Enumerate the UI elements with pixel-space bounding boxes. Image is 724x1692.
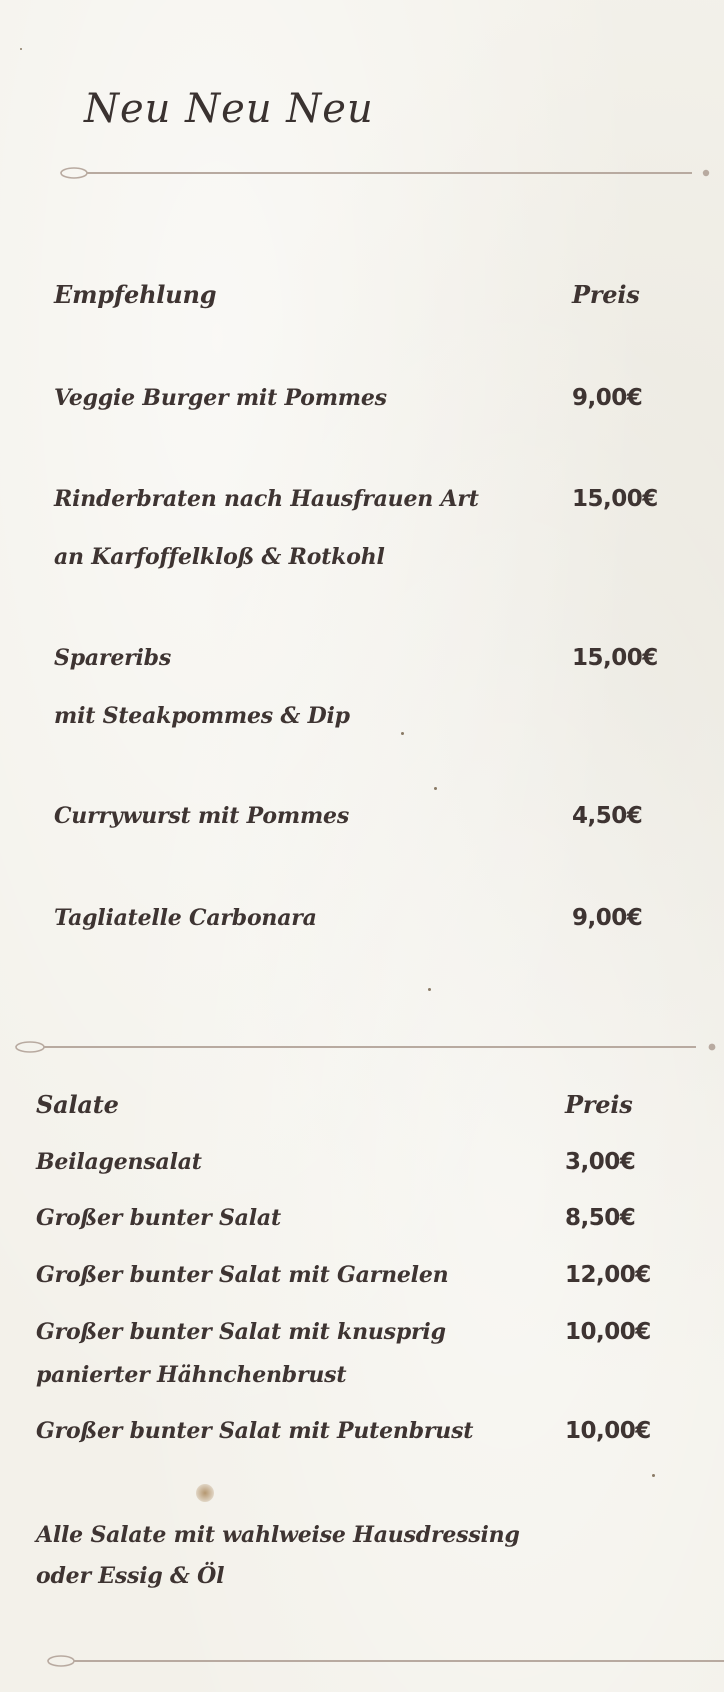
menu-item-name: Rinderbraten nach Hausfrauen Art (54, 486, 479, 512)
menu-item-name: Tagliatelle Carbonara (54, 905, 317, 931)
menu-item-price: 9,00€ (572, 905, 643, 931)
salad-item-name: Großer bunter Salat mit Putenbrust (36, 1418, 474, 1444)
divider-top (58, 166, 724, 180)
salad-item-name: Großer bunter Salat mit knusprig (36, 1319, 446, 1345)
menu-item-description: an Karfoffelkloß & Rotkohl (54, 544, 385, 570)
menu-item-price: 15,00€ (572, 645, 658, 671)
menu-title: Neu Neu Neu (84, 86, 374, 132)
salad-item-description: panierter Hähnchenbrust (36, 1362, 347, 1388)
menu-item-price: 15,00€ (572, 486, 658, 512)
dressing-note-line2: oder Essig & Öl (36, 1563, 225, 1589)
divider-middle (12, 1040, 724, 1054)
salad-item-name: Großer bunter Salat (36, 1205, 281, 1231)
salate-header: Salate (36, 1090, 119, 1119)
salad-item-name: Großer bunter Salat mit Garnelen (36, 1262, 449, 1288)
salad-item-price: 12,00€ (565, 1262, 651, 1288)
dressing-note-line1: Alle Salate mit wahlweise Hausdressing (36, 1522, 520, 1548)
paper-speck (434, 787, 437, 790)
menu-item-price: 9,00€ (572, 385, 643, 411)
salad-item-price: 10,00€ (565, 1319, 651, 1345)
menu-item-name: Currywurst mit Pommes (54, 803, 350, 829)
paper-speck (428, 988, 431, 991)
empfehlung-header: Empfehlung (54, 280, 217, 309)
salad-item-price: 8,50€ (565, 1205, 636, 1231)
paper-speck (401, 732, 404, 735)
menu-item-price: 4,50€ (572, 803, 643, 829)
menu-item-description: mit Steakpommes & Dip (54, 703, 350, 729)
paper-speck (652, 1474, 655, 1477)
salad-item-price: 3,00€ (565, 1149, 636, 1175)
menu-item-name: Spareribs (54, 645, 172, 671)
divider-bottom (46, 1654, 724, 1668)
salad-item-price: 10,00€ (565, 1418, 651, 1444)
menu-item-name: Veggie Burger mit Pommes (54, 385, 387, 411)
salad-item-name: Beilagensalat (36, 1149, 202, 1175)
paper-stain (196, 1484, 214, 1502)
empfehlung-price-header: Preis (572, 280, 640, 309)
salate-price-header: Preis (565, 1090, 633, 1119)
paper-speck (20, 48, 22, 50)
